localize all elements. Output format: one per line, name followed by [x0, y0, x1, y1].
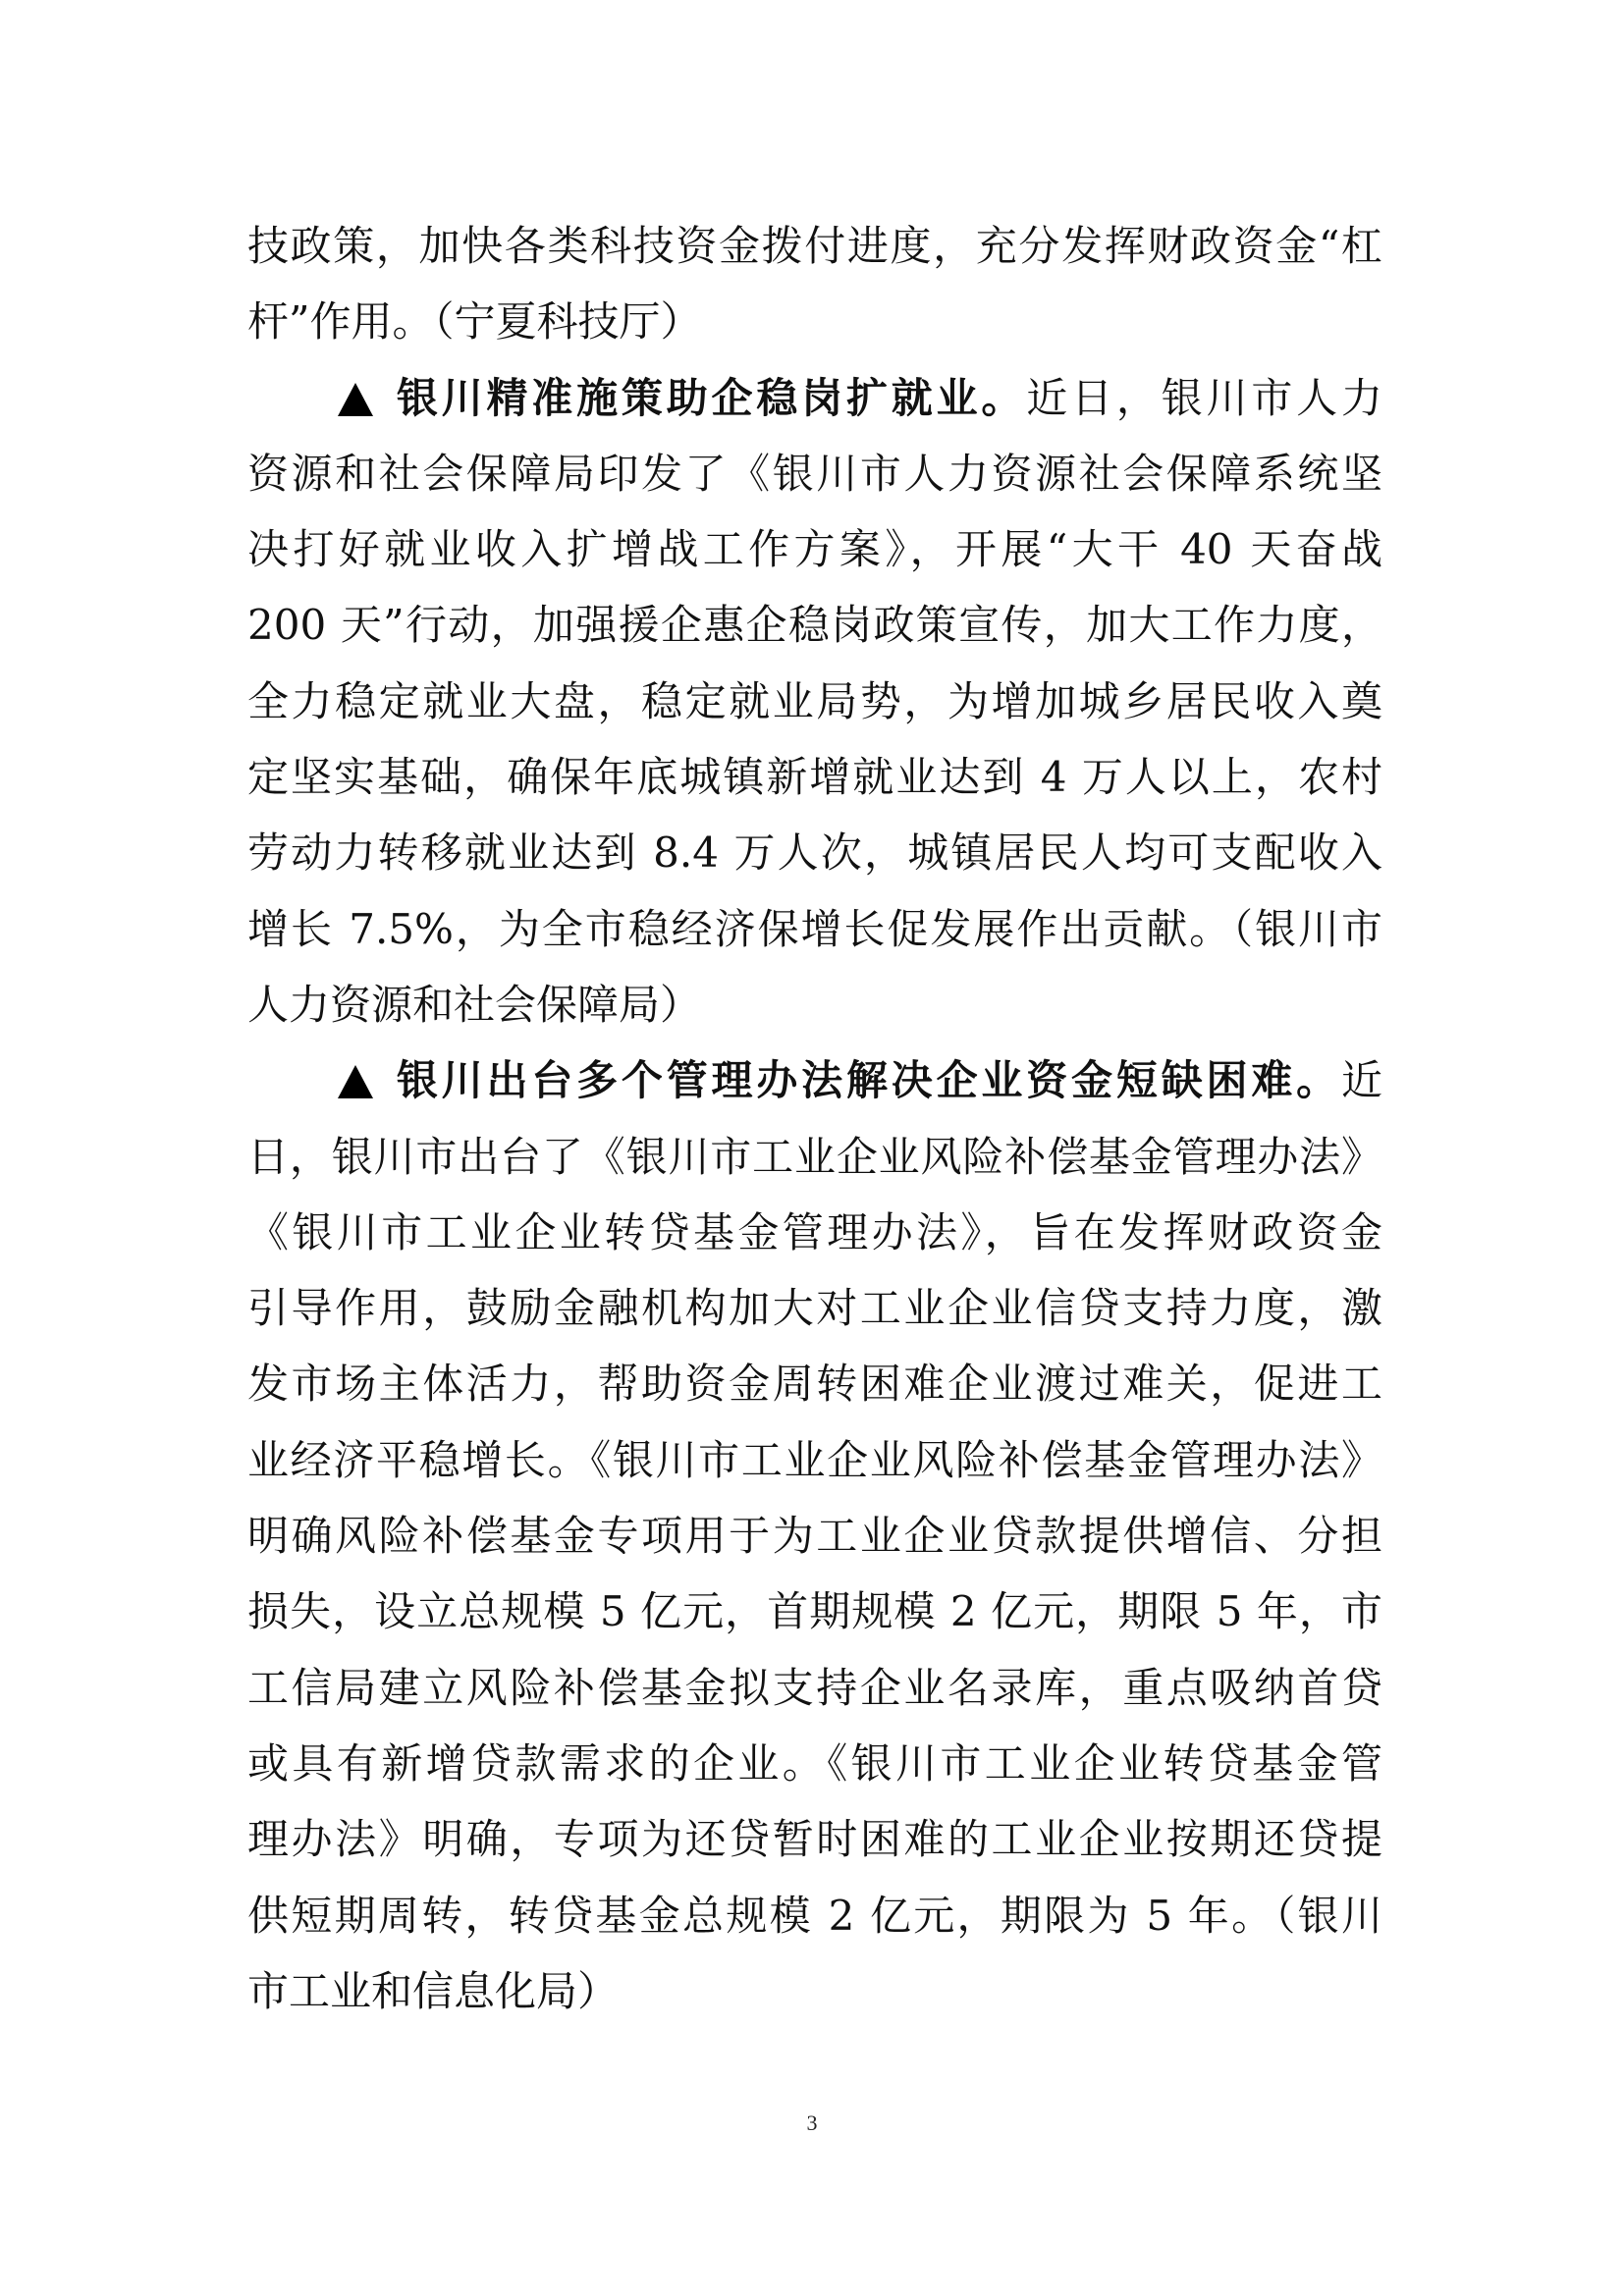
text-line: 发市场主体活力，帮助资金周转困难企业渡过难关，促进工 — [247, 1360, 1382, 1409]
paragraph-title: 银川出台多个管理办法解决企业资金短缺困难。 — [393, 1056, 1341, 1105]
page-number: 3 — [806, 2110, 818, 2135]
paragraph-title: 银川精准施策助企稳岗扩就业。 — [393, 373, 1027, 422]
text-line: 增长 7.5%，为全市稳经济保增长促发展作出贡献。（银川市 — [247, 904, 1382, 953]
text-line: 《银川市工业企业转贷基金管理办法》，旨在发挥财政资金 — [247, 1207, 1382, 1256]
paragraph-heading-line — [247, 360, 1382, 436]
paragraph-yinchuan-funding — [247, 1042, 1382, 2029]
text-line: 决打好就业收入扩增战工作方案》，开展“大干 40 天奋战 — [247, 525, 1382, 574]
text-line: 供短期周转，转贷基金总规模 2 亿元，期限为 5 年。（银川 — [247, 1891, 1382, 1940]
text-line: 损失，设立总规模 5 亿元，首期规模 2 亿元，期限 5 年，市 — [247, 1587, 1382, 1636]
paragraph-science-policy — [247, 208, 1382, 360]
text-line: 人力资源和社会保障局） — [247, 980, 702, 1029]
text-line: 明确风险补偿基金专项用于为工业企业贷款提供增信、分担 — [247, 1512, 1382, 1561]
text-line: 定坚实基础，确保年底城镇新增就业达到 4 万人以上，农村 — [247, 753, 1382, 802]
text-line: 市工业和信息化局） — [247, 1966, 620, 2015]
text-line: 杆”作用。（宁夏科技厅） — [247, 297, 702, 347]
text-line: 200 天”行动，加强援企惠企稳岗政策宣传，加大工作力度， — [247, 601, 1382, 650]
text-line: 业经济平稳增长。《银川市工业企业风险补偿基金管理办法》 — [247, 1435, 1382, 1484]
triangle-bullet-icon — [338, 1065, 373, 1098]
text-line: 劳动力转移就业达到 8.4 万人次，城镇居民人均可支配收入 — [247, 828, 1382, 878]
text-line: 全力稳定就业大盘，稳定就业局势，为增加城乡居民收入奠 — [247, 676, 1382, 725]
paragraph-heading-line — [247, 1042, 1382, 1118]
text-line: 或具有新增贷款需求的企业。《银川市工业企业转贷基金管 — [247, 1738, 1382, 1788]
text-line: 引导作用，鼓励金融机构加大对工业企业信贷支持力度，激 — [247, 1284, 1382, 1333]
text-line: 技政策，加快各类科技资金拨付进度，充分发挥财政资金“杠 — [247, 222, 1382, 270]
text-line: 工信局建立风险补偿基金拟支持企业名录库，重点吸纳首贷 — [247, 1663, 1382, 1712]
text-run: 近日，银川市人力 — [1026, 373, 1382, 422]
text-line: 理办法》明确，专项为还贷暂时困难的工业企业按期还贷提 — [247, 1815, 1382, 1864]
triangle-bullet-icon — [338, 383, 373, 416]
paragraph-yinchuan-employment — [247, 360, 1382, 1043]
text-run: 近 — [1340, 1056, 1382, 1105]
body-text — [247, 208, 1382, 2029]
text-line: 资源和社会保障局印发了《银川市人力资源社会保障系统坚 — [247, 449, 1382, 498]
text-line: 日，银川市出台了《银川市工业企业风险补偿基金管理办法》 — [247, 1132, 1382, 1181]
